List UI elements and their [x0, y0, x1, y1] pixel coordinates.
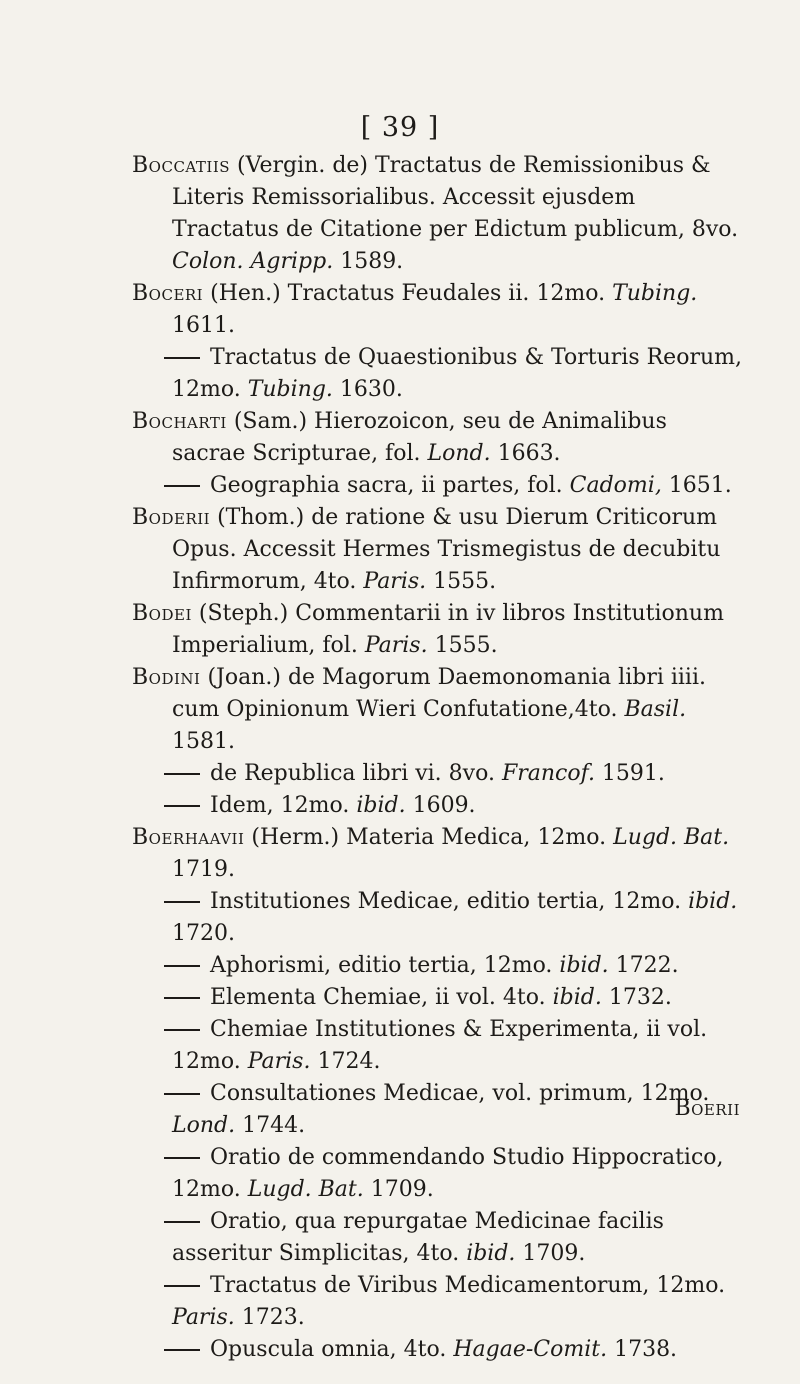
- entry-title: de Republica libri vi. 8vo.: [210, 761, 502, 786]
- entry-year: 1581.: [172, 729, 235, 754]
- entry-year: 1720.: [172, 921, 235, 946]
- catalogue-entry: [132, 406, 742, 470]
- catalogue-entry: [132, 950, 742, 982]
- entry-place: Lugd. Bat.: [247, 1177, 364, 1202]
- ditto-dash: [164, 1221, 200, 1223]
- entry-place: ibid.: [688, 889, 738, 914]
- catalogue-entry: [132, 886, 742, 950]
- entry-year: 1651.: [661, 473, 732, 498]
- entry-title: Oratio de commendando Studio Hippocratico, 12mo.: [172, 1145, 724, 1202]
- catalogue-entry: [132, 662, 742, 758]
- ditto-dash: [164, 997, 200, 999]
- ditto-dash: [164, 805, 200, 807]
- entry-title: Tractatus de Quaestionibus & Torturis Reorum, 12mo.: [172, 345, 742, 402]
- entry-title: Elementa Chemiae, ii vol. 4to.: [210, 985, 553, 1010]
- catalogue-entry: [132, 470, 742, 502]
- entry-title: Chemiae Institutiones & Experimenta, ii vol. 12mo.: [172, 1017, 708, 1074]
- catalogue-entry: [132, 790, 742, 822]
- entry-author: Bodini: [132, 665, 201, 690]
- entry-place: Hagae-Comit.: [453, 1337, 608, 1362]
- entry-place: ibid.: [466, 1241, 516, 1266]
- entry-place: Lond.: [427, 441, 491, 466]
- entry-place: Tubing.: [247, 377, 333, 402]
- entry-author: Boderii: [132, 505, 211, 530]
- entry-title: (Joan.) de Magorum Daemonomania libri iiii. cum Opinionum Wieri Confutatione,4to.: [172, 665, 706, 722]
- entry-year: 1663.: [490, 441, 561, 466]
- entry-title: (Steph.) Commentarii in iv libros Institutionum Imperialium, fol.: [172, 601, 724, 658]
- entry-year: 1719.: [172, 857, 235, 882]
- entry-author: Bodei: [132, 601, 192, 626]
- entry-year: 1709.: [515, 1241, 586, 1266]
- entry-place: Colon. Agripp.: [172, 249, 334, 274]
- entry-year: 1555.: [427, 633, 498, 658]
- entry-title: (Herm.) Materia Medica, 12mo.: [244, 825, 614, 850]
- catalogue-entry: [132, 1270, 742, 1334]
- entry-title: Tractatus de Viribus Medicamentorum, 12mo.: [210, 1273, 726, 1298]
- entry-year: 1738.: [607, 1337, 678, 1362]
- catalogue-entries: [132, 150, 742, 1366]
- entry-place: Paris.: [247, 1049, 311, 1074]
- entry-author: Boceri: [132, 281, 204, 306]
- entry-year: 1609.: [405, 793, 476, 818]
- entry-year: 1611.: [172, 313, 235, 338]
- ditto-dash: [164, 1285, 200, 1287]
- entry-author: Bocharti: [132, 409, 227, 434]
- ditto-dash: [164, 485, 200, 487]
- ditto-dash: [164, 1029, 200, 1031]
- entry-place: Paris.: [172, 1305, 235, 1330]
- catalogue-entry: [132, 1014, 742, 1078]
- entry-place: Lond.: [172, 1113, 236, 1138]
- ditto-dash: [164, 357, 200, 359]
- catalogue-entry: [132, 278, 742, 342]
- entry-title: Idem, 12mo.: [210, 793, 357, 818]
- entry-place: ibid.: [552, 985, 602, 1010]
- catalogue-entry: [132, 1206, 742, 1270]
- entry-year: 1722.: [608, 953, 679, 978]
- ditto-dash: [164, 1157, 200, 1159]
- entry-year: 1630.: [332, 377, 403, 402]
- ditto-dash: [164, 965, 200, 967]
- entry-title: Institutiones Medicae, editio tertia, 12mo.: [210, 889, 689, 914]
- entry-title: (Thom.) de ratione & usu Dierum Criticorum Opus. Accessit Hermes Trismegistus de decubitu Infirmorum, 4to.: [172, 505, 721, 594]
- entry-title: (Sam.) Hierozoicon, seu de Animalibus sacrae Scripturae, fol.: [172, 409, 667, 466]
- catalogue-entry: [132, 1142, 742, 1206]
- entry-place: ibid.: [559, 953, 609, 978]
- ditto-dash: [164, 901, 200, 903]
- catalogue-entry: [132, 598, 742, 662]
- entry-author: Boerhaavii: [132, 825, 245, 850]
- catalogue-entry: [132, 502, 742, 598]
- entry-title: Aphorismi, editio tertia, 12mo.: [210, 953, 560, 978]
- entry-place: Paris.: [363, 569, 427, 594]
- entry-place: Francof.: [501, 761, 595, 786]
- entry-year: 1732.: [601, 985, 672, 1010]
- catalogue-entry: [132, 822, 742, 886]
- catalogue-entry: [132, 982, 742, 1014]
- entry-title: Oratio, qua repurgatae Medicinae facilis asseritur Simplicitas, 4to.: [172, 1209, 664, 1266]
- entry-author: Boccatiis: [132, 153, 231, 178]
- ditto-dash: [164, 1349, 200, 1351]
- ditto-dash: [164, 1093, 200, 1095]
- entry-title: (Hen.) Tractatus Feudales ii. 12mo.: [203, 281, 613, 306]
- entry-place: Tubing.: [612, 281, 698, 306]
- entry-year: 1591.: [594, 761, 665, 786]
- entry-place: Lugd. Bat.: [613, 825, 730, 850]
- entry-year: 1589.: [333, 249, 404, 274]
- entry-year: 1555.: [426, 569, 497, 594]
- catchword: Boerii: [674, 1096, 740, 1121]
- page-number: [ 39 ]: [360, 112, 440, 143]
- entry-title: (Vergin. de) Tractatus de Remissionibus & Literis Remissorialibus. Accessit ejusdem Tractatus de Citatione per Edictum publicum, 8vo.: [172, 153, 739, 242]
- ditto-dash: [164, 773, 200, 775]
- catalogue-entry: [132, 1334, 742, 1366]
- entry-year: 1744.: [235, 1113, 306, 1138]
- entry-year: 1709.: [363, 1177, 434, 1202]
- entry-title: Geographia sacra, ii partes, fol.: [210, 473, 570, 498]
- catalogue-entry: [132, 150, 742, 278]
- entry-place: ibid.: [356, 793, 406, 818]
- entry-title: Opuscula omnia, 4to.: [210, 1337, 454, 1362]
- entry-place: Paris.: [364, 633, 428, 658]
- entry-place: Basil.: [624, 697, 687, 722]
- entry-title: Consultationes Medicae, vol. primum, 12mo.: [210, 1081, 710, 1106]
- catalogue-entry: [132, 342, 742, 406]
- catalogue-entry: [132, 758, 742, 790]
- entry-place: Cadomi,: [569, 473, 662, 498]
- entry-year: 1724.: [310, 1049, 381, 1074]
- entry-year: 1723.: [234, 1305, 305, 1330]
